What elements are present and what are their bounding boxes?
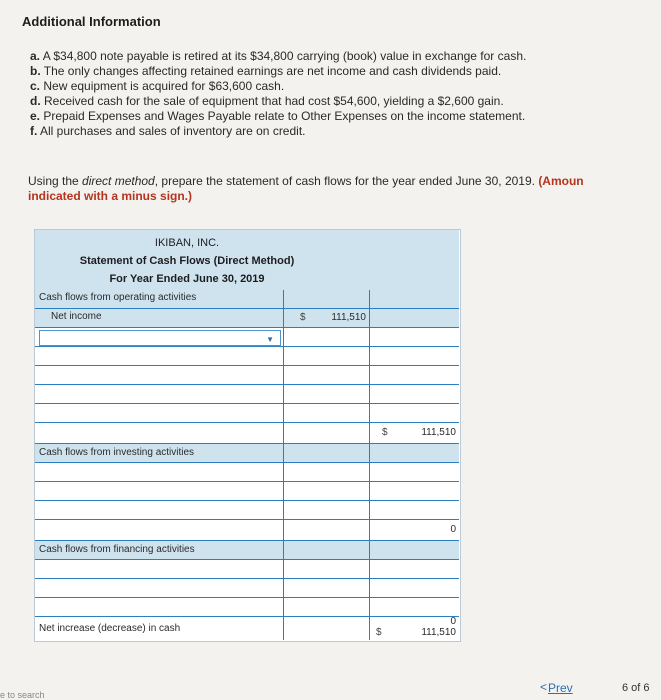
net-income-row: Net income $ 111,510	[35, 309, 459, 328]
adjustment-row[interactable]	[35, 366, 459, 385]
amount-input[interactable]	[283, 598, 370, 616]
cash-flow-worksheet	[34, 229, 461, 642]
net-change-value: 111,510	[421, 627, 456, 638]
amount-input[interactable]	[283, 347, 370, 365]
investing-total-row	[35, 520, 459, 541]
net-income-label: Net income	[51, 311, 102, 322]
adjustment-row[interactable]	[35, 347, 459, 366]
net-change-top: 0	[450, 616, 456, 627]
company-name: IKIBAN, INC.	[154, 237, 220, 249]
financing-header-row	[35, 541, 459, 560]
investing-total-value: 0	[450, 524, 456, 535]
info-item: c. New equipment is acquired for $63,600 cash.	[30, 79, 285, 93]
amount-input[interactable]	[283, 579, 370, 597]
statement-title: Statement of Cash Flows (Direct Method)	[79, 255, 295, 267]
info-item: e. Prepaid Expenses and Wages Payable relate to Other Expenses on the income statement.	[30, 109, 526, 123]
financing-label: Cash flows from financing activities	[39, 544, 195, 555]
investing-row[interactable]	[35, 501, 459, 520]
amount-input[interactable]	[283, 501, 370, 519]
investing-row[interactable]	[35, 482, 459, 501]
financing-row[interactable]	[35, 560, 459, 579]
info-item: a. A $34,800 note payable is retired at its $34,800 carrying (book) value in exchange for cash.	[30, 49, 527, 63]
info-item: f. All purchases and sales of inventory are on credit.	[30, 124, 306, 138]
adjustment-select[interactable]	[39, 330, 281, 346]
info-list	[22, 49, 661, 139]
investing-header-row	[35, 444, 459, 463]
instructions: Using the direct method, prepare the statement of cash flows for the year ended June 30, 2019. (Amoun indicated with a minus sign.)	[28, 174, 584, 203]
amount-input[interactable]	[283, 463, 370, 481]
chevron-left-icon[interactable]: <	[540, 680, 548, 694]
page-counter: 6 of 6	[622, 682, 650, 694]
net-income-value: 111,510	[331, 312, 366, 323]
amount-input[interactable]	[283, 560, 370, 578]
amount-input[interactable]	[283, 385, 370, 403]
chevron-down-icon[interactable]: ▼	[266, 335, 274, 344]
amount-input[interactable]	[283, 482, 370, 500]
net-change-row: Net increase (decrease) in cash 0 $ 111,510	[35, 617, 459, 640]
operating-header-row	[35, 290, 459, 309]
info-item: b. The only changes affecting retained earnings are net income and cash dividends paid.	[30, 64, 502, 78]
adjustment-row[interactable]	[35, 404, 459, 423]
statement-period: For Year Ended June 30, 2019	[109, 273, 265, 285]
amount-input[interactable]	[283, 328, 370, 346]
investing-label: Cash flows from investing activities	[39, 447, 195, 458]
financing-row[interactable]	[35, 579, 459, 598]
info-heading: Additional Information	[22, 14, 161, 29]
info-item: d. Received cash for the sale of equipment that had cost $54,600, yielding a $2,600 gain.	[30, 94, 504, 108]
investing-row[interactable]	[35, 463, 459, 482]
taskbar-search[interactable]: e to search	[0, 690, 45, 700]
financing-row[interactable]	[35, 598, 459, 617]
net-change-label: Net increase (decrease) in cash	[39, 623, 181, 634]
adjustment-row[interactable]	[35, 385, 459, 404]
operating-label: Cash flows from operating activities	[39, 292, 197, 303]
additional-info	[22, 14, 661, 139]
amount-input[interactable]	[283, 366, 370, 384]
statement-header	[35, 230, 459, 290]
amount-input[interactable]	[283, 404, 370, 422]
prev-button[interactable]: Prev	[548, 681, 573, 695]
operating-total-value: 111,510	[421, 427, 456, 438]
adjustment-row[interactable]	[35, 328, 459, 347]
operating-total-row: $ 111,510	[35, 423, 459, 444]
